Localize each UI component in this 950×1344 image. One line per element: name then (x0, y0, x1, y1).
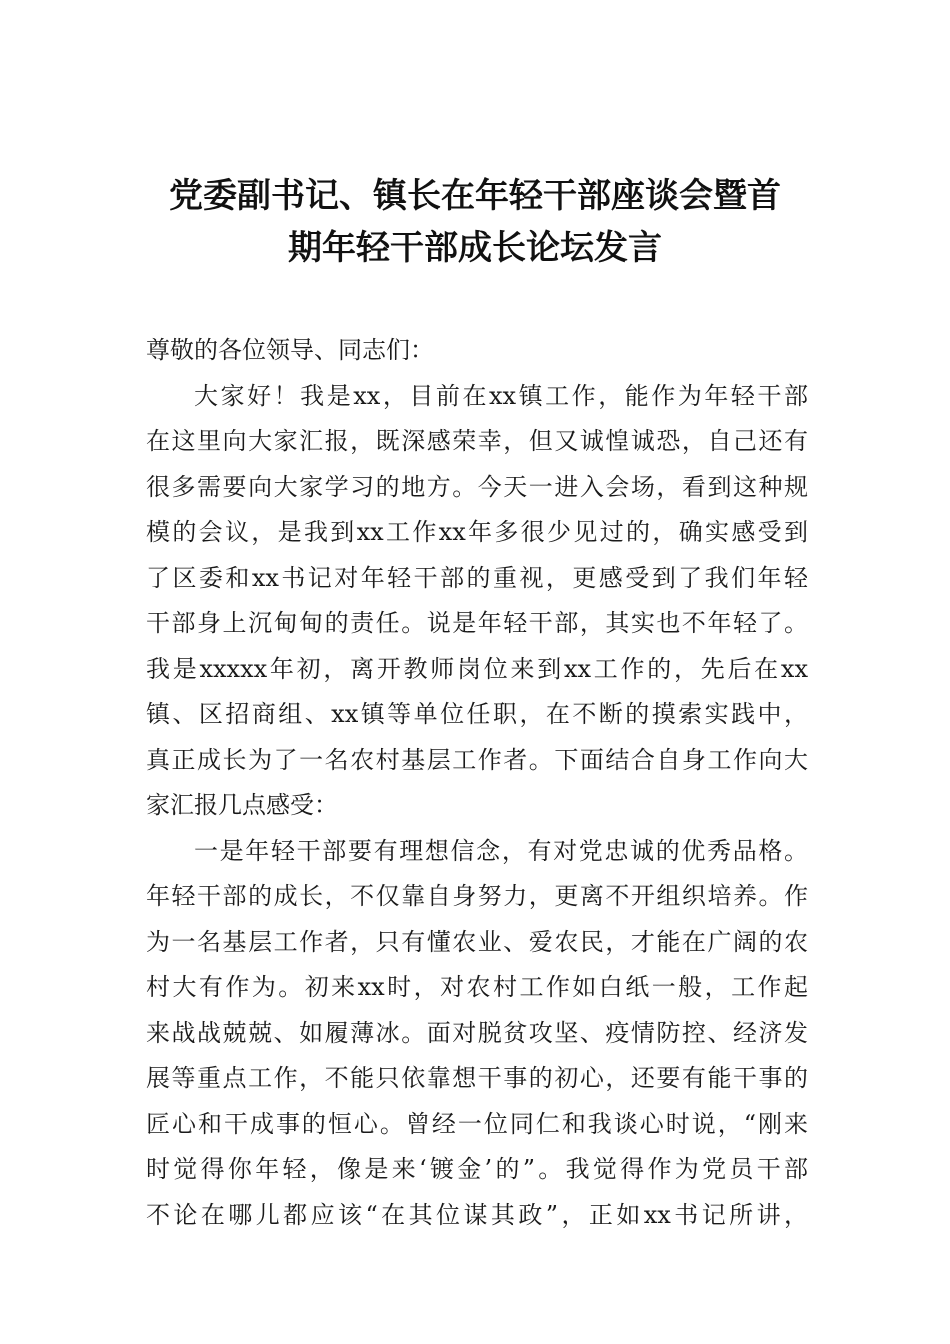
paragraph-1-line: 模的会议，是我到xx工作xx年多很少见过的，确实感受到 (146, 518, 808, 546)
paragraph-2-line: 村大有作为。初来xx时，对农村工作如白纸一般，工作起 (146, 973, 808, 1001)
paragraph-2-line: 一是年轻干部要有理想信念，有对党忠诚的优秀品格。 (194, 836, 808, 865)
paragraph-2-line: 不论在哪儿都应该“在其位谋其政”，正如xx书记所讲， (146, 1200, 808, 1229)
paragraph-2-line: 为一名基层工作者，只有懂农业、爱农民，才能在广阔的农 (146, 927, 808, 956)
paragraph-1-line: 家汇报几点感受： (146, 791, 338, 819)
paragraph-1-line: 大家好！我是xx，目前在xx镇工作，能作为年轻干部 (194, 381, 808, 410)
paragraph-1-line: 很多需要向大家学习的地方。今天一进入会场，看到这种规 (146, 472, 808, 501)
paragraph-1-line: 了区委和xx书记对年轻干部的重视，更感受到了我们年轻 (146, 563, 808, 592)
paragraph-1-line: 干部身上沉甸甸的责任。说是年轻干部，其实也不年轻了。 (146, 609, 808, 637)
paragraph-1-line: 我是xxxxx年初，离开教师岗位来到xx工作的，先后在xx (146, 654, 808, 683)
document-body (146, 328, 808, 1238)
paragraph-1-line: 在这里向大家汇报，既深感荣幸，但又诚惶诚恐，自己还有 (146, 427, 808, 455)
paragraph-2-line: 来战战兢兢、如履薄冰。面对脱贫攻坚、疫情防控、经济发 (146, 1018, 808, 1047)
title-line-2: 期年轻干部成长论坛发言 (288, 228, 662, 268)
paragraph-2-line: 年轻干部的成长，不仅靠自身努力，更离不开组织培养。作 (146, 882, 808, 910)
paragraph-1-line: 真正成长为了一名农村基层工作者。下面结合自身工作向大 (146, 745, 808, 774)
salutation: 尊敬的各位领导、同志们： (146, 336, 434, 364)
paragraph-2-line: 展等重点工作，不能只依靠想干事的初心，还要有能干事的 (146, 1064, 808, 1092)
title-line-1: 党委副书记、镇长在年轻干部座谈会暨首 (169, 176, 781, 216)
paragraph-2-line: 匠心和干成事的恒心。曾经一位同仁和我谈心时说，“刚来 (146, 1109, 808, 1138)
document-title (120, 170, 830, 274)
paragraph-2-line: 时觉得你年轻，像是来‘镀金’的”。我觉得作为党员干部 (146, 1155, 808, 1183)
paragraph-1-line: 镇、区招商组、xx镇等单位任职，在不断的摸索实践中， (146, 700, 808, 728)
